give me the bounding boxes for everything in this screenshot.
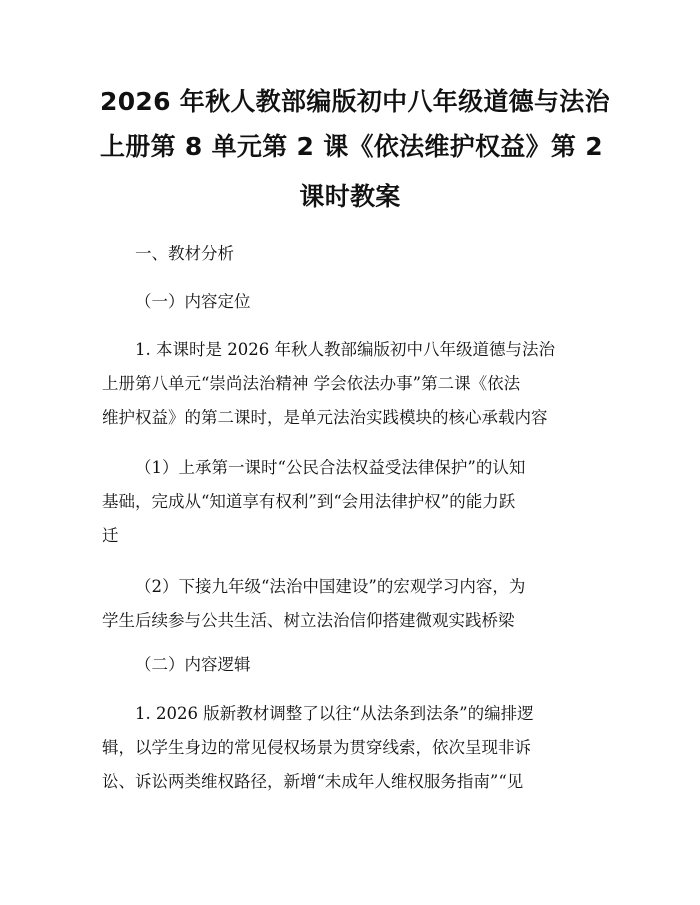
- subsection-heading: [102, 285, 598, 319]
- paragraph-2-line-3: 迁: [102, 526, 119, 545]
- paragraph-1: [102, 333, 598, 435]
- document-title-line-3: 课时教案: [299, 182, 401, 211]
- section-heading-text: 一、教材分析: [135, 244, 234, 263]
- paragraph-2-line-1: （1）上承第一课时“公民合法权益受法律保护”的认知: [135, 458, 526, 477]
- paragraph-4-line-2: 辑，以学生身边的常见侵权场景为贯穿线索，依次呈现非诉: [102, 738, 531, 757]
- paragraph-1-line-2: 上册第八单元“崇尚法治精神 学会依法办事”第二课《依法: [102, 374, 521, 393]
- paragraph-3-line-2: 学生后续参与公共生活、树立法治信仰搭建微观实践桥梁: [102, 611, 515, 630]
- paragraph-3: [102, 570, 598, 638]
- subsection-heading-text: （一）内容定位: [135, 292, 251, 311]
- subsection-heading-2-text: （二）内容逻辑: [135, 655, 251, 674]
- paragraph-4: [102, 697, 598, 799]
- paragraph-1-line-3: 维护权益》的第二课时，是单元法治实践模块的核心承载内容: [102, 408, 548, 427]
- document-title-line-2: 上册第 8 单元第 2 课《依法维护权益》第 2: [100, 132, 603, 161]
- paragraph-2: [102, 451, 598, 553]
- document-title-line-1: 2026 年秋人教部编版初中八年级道德与法治: [100, 87, 610, 116]
- section-heading: [102, 237, 598, 271]
- paragraph-3-line-1: （2）下接九年级“法治中国建设”的宏观学习内容，为: [135, 577, 526, 596]
- subsection-heading-2: [102, 648, 598, 682]
- paragraph-1-line-1: 1. 本课时是 2026 年秋人教部编版初中八年级道德与法治: [135, 340, 555, 359]
- paragraph-4-line-1: 1. 2026 版新教材调整了以往“从法条到法条”的编排逻: [135, 704, 534, 723]
- paragraph-4-line-3: 讼、诉讼两类维权路径，新增“未成年人维权服务指南”“见: [102, 772, 524, 791]
- paragraph-2-line-2: 基础，完成从“知道享有权利”到“会用法律护权”的能力跃: [102, 492, 516, 511]
